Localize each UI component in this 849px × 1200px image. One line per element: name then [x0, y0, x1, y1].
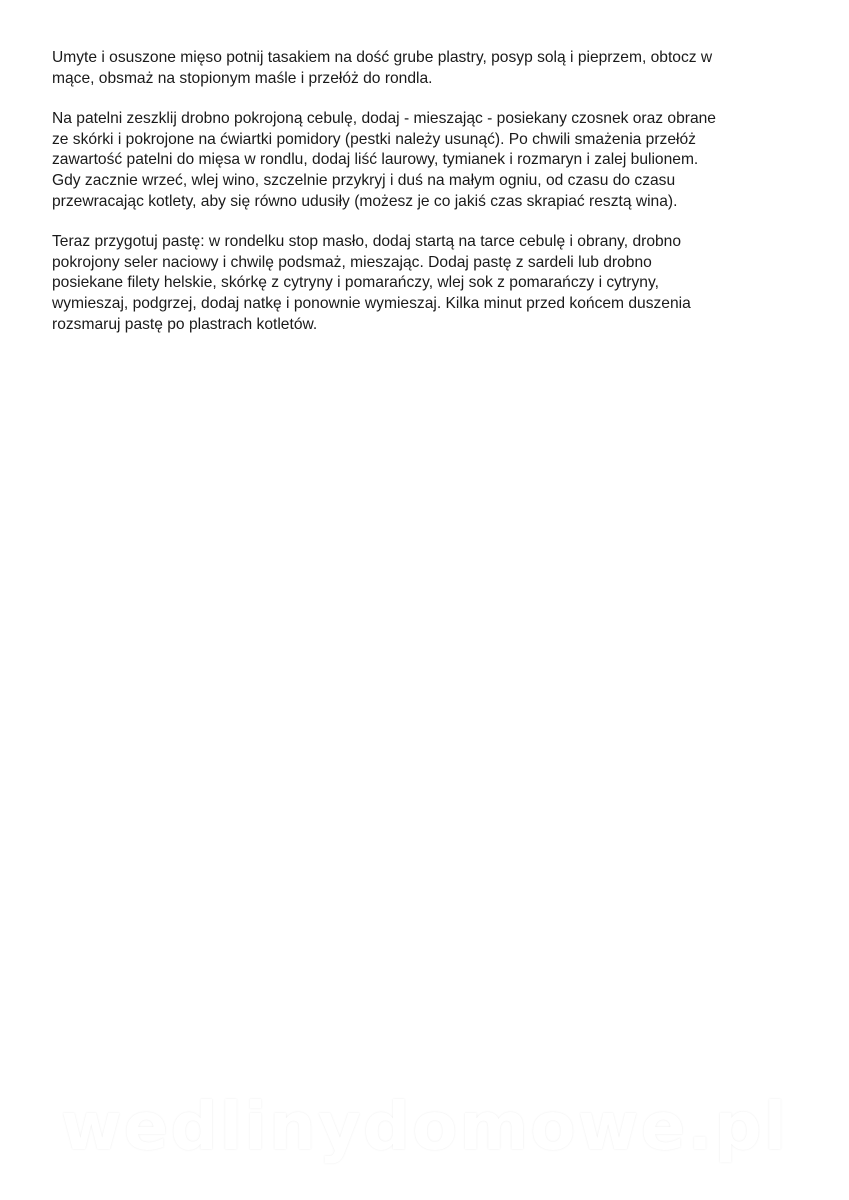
paragraph-stewing: Na patelni zeszklij drobno pokrojoną cebulę, dodaj - mieszając - posiekany czosnek oraz obrane ze skórki i pokrojone na ćwiartki pomidory (pestki należy usunąć). Po chwili smażenia przełóż zawartość patelni do mięsa w rondlu, dodaj liść laurowy, tymianek i rozmaryn i zalej bulionem. Gdy zacznie wrzeć, wlej wino, szczelnie przykryj i duś na małym ogniu, od czasu do czasu przewracając kotlety, aby się równo udusiły (możesz je co jakiś czas skrapiać resztą wina). — [52, 110, 716, 210]
watermark: wedlinydomowe.pl — [60, 1088, 789, 1165]
paragraph-paste: Teraz przygotuj pastę: w rondelku stop masło, dodaj startą na tarce cebulę i obrany, drobno pokrojony seler naciowy i chwilę podsmaż, mieszając. Dodaj pastę z sardeli lub drobno posiekane filety helskie, skórkę z cytryny i pomarańczy, wlej sok z pomarańczy i cytryny, wymieszaj, podgrzej, dodaj natkę i ponownie wymieszaj. Kilka minut przed końcem duszenia rozsmaruj pastę po plastrach kotletów. — [52, 233, 691, 333]
recipe-text — [52, 48, 797, 355]
paragraph-meat-preparation: Umyte i osuszone mięso potnij tasakiem na dość grube plastry, posyp solą i pieprzem, obtocz w mące, obsmaż na stopionym maśle i przełóż do rondla. — [52, 49, 713, 87]
